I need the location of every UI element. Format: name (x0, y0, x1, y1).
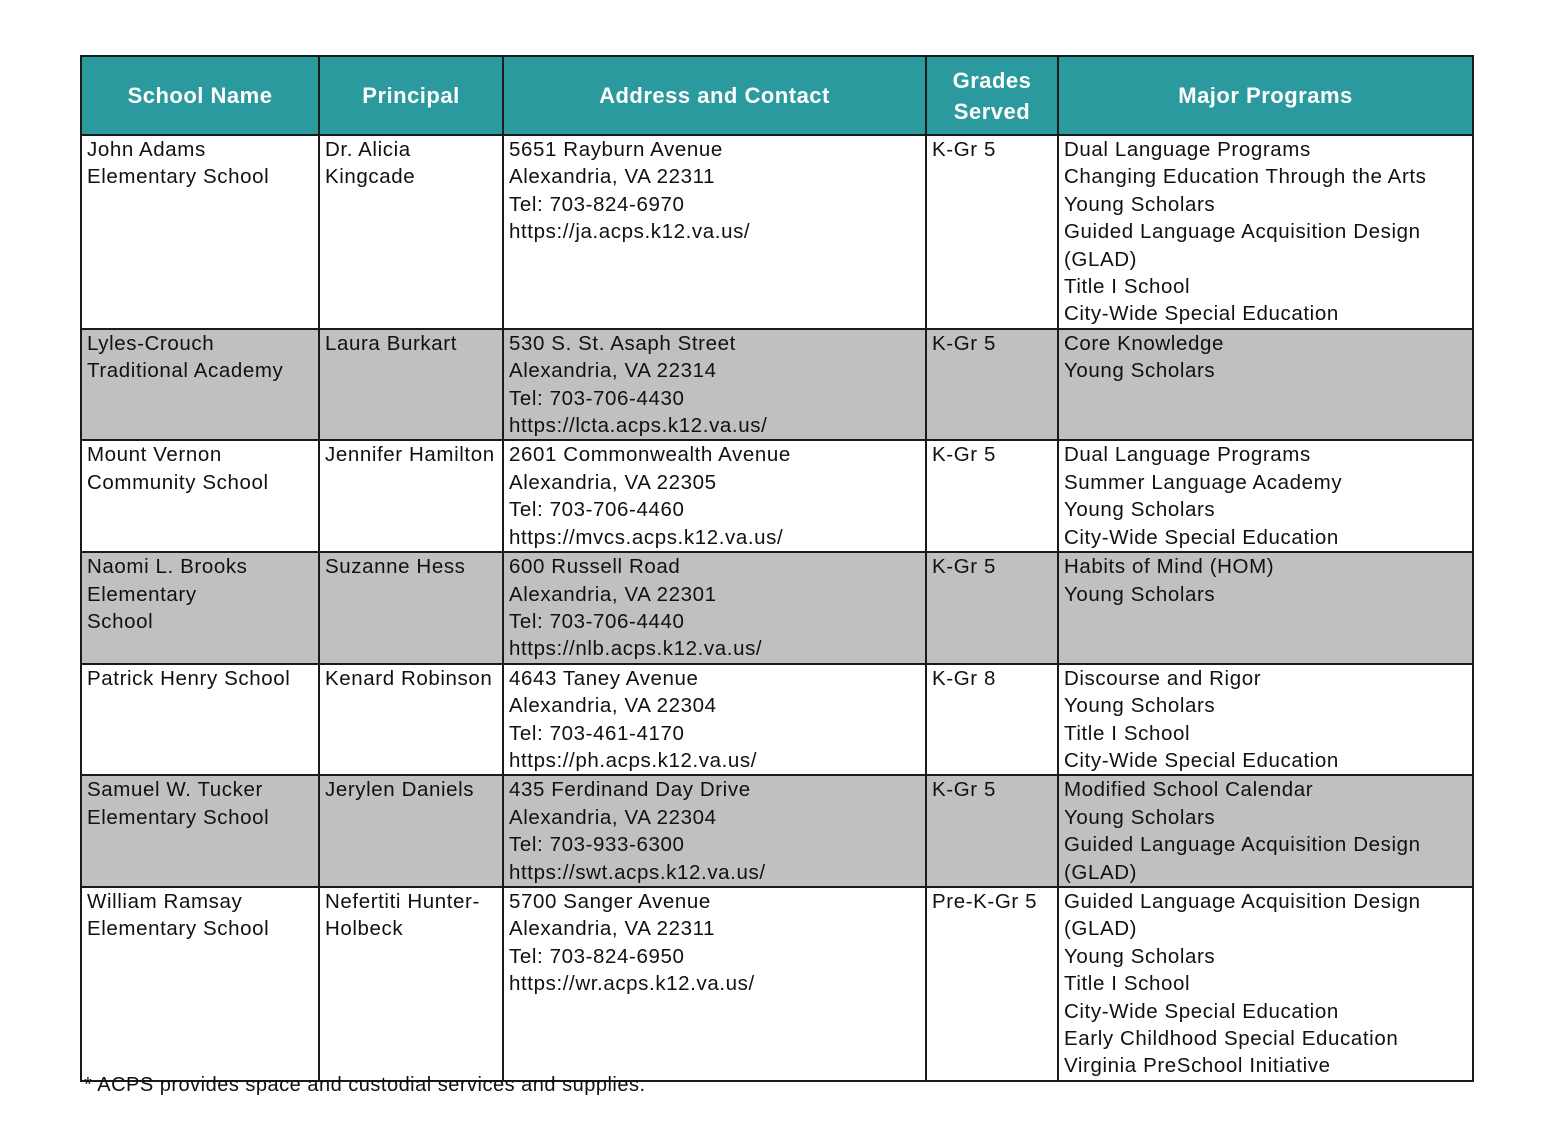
address-contact-cell (503, 135, 926, 329)
table-row (81, 887, 1473, 1081)
school-name-line: Elementary School (87, 165, 270, 189)
grades-served-cell (926, 664, 1058, 776)
header-grades-served (926, 56, 1058, 135)
major-programs-line: Young Scholars (1064, 582, 1216, 606)
major-programs-cell (1058, 440, 1473, 552)
school-name-line: Patrick Henry School (87, 666, 291, 690)
address-contact-line: https://nlb.acps.k12.va.us/ (509, 637, 763, 661)
principal-cell (319, 664, 503, 776)
address-contact-line: Alexandria, VA 22304 (509, 694, 717, 718)
major-programs-line: Virginia PreSchool Initiative (1064, 1054, 1331, 1078)
schools-table (80, 55, 1474, 1082)
major-programs-line: Young Scholars (1064, 805, 1216, 829)
major-programs-line: Young Scholars (1064, 498, 1216, 522)
principal-cell (319, 440, 503, 552)
principal-line: Holbeck (325, 917, 404, 941)
principal-cell (319, 552, 503, 664)
school-name-line: Elementary School (87, 917, 270, 941)
address-contact-line: Tel: 703-824-6970 (509, 192, 685, 216)
grades-served-value: K-Gr 8 (932, 666, 996, 690)
address-contact-line: Tel: 703-933-6300 (509, 833, 685, 857)
major-programs-line: Modified School Calendar (1064, 778, 1314, 802)
address-contact-line: 2601 Commonwealth Avenue (509, 443, 791, 467)
major-programs-cell (1058, 775, 1473, 887)
principal-line: Dr. Alicia (325, 138, 411, 161)
address-contact-line: 435 Ferdinand Day Drive (509, 778, 751, 802)
header-school-name: School Name (81, 56, 319, 135)
table-row (81, 775, 1473, 887)
principal-line: Suzanne Hess (325, 555, 466, 579)
address-contact-line: 600 Russell Road (509, 555, 681, 579)
major-programs-line: Young Scholars (1064, 192, 1216, 216)
major-programs-cell (1058, 135, 1473, 329)
school-name-line: Traditional Academy (87, 359, 284, 383)
address-contact-line: https://lcta.acps.k12.va.us/ (509, 414, 768, 438)
major-programs-line: Guided Language Acquisition Design (1064, 220, 1421, 244)
school-name-line: Elementary (87, 582, 197, 606)
school-name-line: School (87, 609, 154, 633)
address-contact-cell (503, 329, 926, 441)
major-programs-line: Young Scholars (1064, 359, 1216, 383)
principal-line: Nefertiti Hunter- (325, 889, 480, 913)
major-programs-line: City-Wide Special Education (1064, 999, 1339, 1023)
header-address-contact: Address and Contact (503, 56, 926, 135)
major-programs-line: Title I School (1064, 275, 1191, 299)
major-programs-line: Changing Education Through the Arts (1064, 165, 1427, 189)
school-name-line: Naomi L. Brooks (87, 555, 248, 579)
address-contact-line: Tel: 703-461-4170 (509, 721, 685, 745)
address-contact-line: Tel: 703-706-4440 (509, 609, 685, 633)
school-name-line: William Ramsay (87, 889, 243, 913)
major-programs-line: Discourse and Rigor (1064, 666, 1262, 690)
major-programs-line: Title I School (1064, 721, 1191, 745)
address-contact-line: Alexandria, VA 22305 (509, 470, 717, 494)
table-header-row (81, 56, 1473, 135)
schools-table-wrapper (80, 55, 1472, 1082)
address-contact-cell (503, 775, 926, 887)
address-contact-line: https://mvcs.acps.k12.va.us/ (509, 525, 784, 549)
address-contact-cell (503, 552, 926, 664)
school-name-cell (81, 775, 319, 887)
principal-line: Jerylen Daniels (325, 778, 475, 802)
address-contact-line: https://ja.acps.k12.va.us/ (509, 220, 751, 244)
address-contact-line: 5651 Rayburn Avenue (509, 138, 723, 161)
grades-served-value: Pre-K-Gr 5 (932, 889, 1038, 913)
principal-line: Kingcade (325, 165, 416, 189)
table-row (81, 664, 1473, 776)
grades-served-cell (926, 440, 1058, 552)
address-contact-line: 5700 Sanger Avenue (509, 889, 711, 913)
major-programs-cell (1058, 664, 1473, 776)
address-contact-line: Tel: 703-706-4430 (509, 386, 685, 410)
major-programs-line: Guided Language Acquisition Design (1064, 833, 1421, 857)
grades-served-value: K-Gr 5 (932, 778, 996, 802)
address-contact-line: Tel: 703-706-4460 (509, 498, 685, 522)
address-contact-line: Alexandria, VA 22311 (509, 917, 716, 941)
address-contact-cell (503, 664, 926, 776)
table-row (81, 552, 1473, 664)
header-grades-served-label: Grades Served (952, 67, 1032, 124)
address-contact-line: 4643 Taney Avenue (509, 666, 699, 690)
table-row (81, 329, 1473, 441)
table-row (81, 135, 1473, 329)
school-name-line: John Adams (87, 138, 206, 161)
principal-cell (319, 775, 503, 887)
grades-served-cell (926, 329, 1058, 441)
school-name-line: Elementary School (87, 805, 270, 829)
major-programs-line: Core Knowledge (1064, 331, 1224, 355)
principal-cell (319, 135, 503, 329)
major-programs-line: Dual Language Programs (1064, 443, 1311, 467)
principal-line: Laura Burkart (325, 331, 458, 355)
address-contact-line: Tel: 703-824-6950 (509, 944, 685, 968)
address-contact-line: 530 S. St. Asaph Street (509, 331, 736, 355)
major-programs-line: Summer Language Academy (1064, 470, 1343, 494)
principal-line: Kenard Robinson (325, 666, 493, 690)
school-name-line: Samuel W. Tucker (87, 778, 263, 802)
grades-served-value: K-Gr 5 (932, 555, 996, 579)
school-name-cell (81, 664, 319, 776)
header-principal: Principal (319, 56, 503, 135)
major-programs-line: Dual Language Programs (1064, 138, 1311, 161)
major-programs-cell (1058, 329, 1473, 441)
address-contact-line: Alexandria, VA 22311 (509, 165, 716, 189)
school-name-cell (81, 887, 319, 1081)
major-programs-line: Young Scholars (1064, 694, 1216, 718)
address-contact-cell (503, 440, 926, 552)
grades-served-cell (926, 135, 1058, 329)
major-programs-cell (1058, 552, 1473, 664)
major-programs-line: Title I School (1064, 972, 1191, 996)
major-programs-line: Guided Language Acquisition Design (1064, 889, 1421, 913)
major-programs-line: City-Wide Special Education (1064, 525, 1339, 549)
grades-served-value: K-Gr 5 (932, 443, 996, 467)
grades-served-cell (926, 887, 1058, 1081)
address-contact-line: Alexandria, VA 22314 (509, 359, 717, 383)
major-programs-line: City-Wide Special Education (1064, 748, 1339, 772)
school-name-line: Community School (87, 470, 269, 494)
major-programs-cell (1058, 887, 1473, 1081)
major-programs-line: (GLAD) (1064, 917, 1138, 941)
school-name-cell (81, 552, 319, 664)
header-major-programs: Major Programs (1058, 56, 1473, 135)
grades-served-cell (926, 552, 1058, 664)
grades-served-value: K-Gr 5 (932, 331, 996, 355)
major-programs-line: (GLAD) (1064, 860, 1138, 884)
major-programs-line: Young Scholars (1064, 944, 1216, 968)
grades-served-value: K-Gr 5 (932, 138, 996, 161)
major-programs-line: (GLAD) (1064, 247, 1138, 271)
address-contact-line: https://swt.acps.k12.va.us/ (509, 860, 766, 884)
principal-line: Jennifer Hamilton (325, 443, 495, 467)
address-contact-cell (503, 887, 926, 1081)
footnote: * ACPS provides space and custodial services and supplies. (84, 1074, 646, 1096)
table-body (81, 135, 1473, 1081)
school-name-cell (81, 440, 319, 552)
table-row (81, 440, 1473, 552)
principal-cell (319, 887, 503, 1081)
principal-cell (319, 329, 503, 441)
address-contact-line: https://ph.acps.k12.va.us/ (509, 748, 758, 772)
school-name-line: Lyles-Crouch (87, 331, 215, 355)
school-name-cell (81, 329, 319, 441)
address-contact-line: https://wr.acps.k12.va.us/ (509, 972, 755, 996)
school-name-cell (81, 135, 319, 329)
address-contact-line: Alexandria, VA 22304 (509, 805, 717, 829)
major-programs-line: Early Childhood Special Education (1064, 1027, 1399, 1050)
major-programs-line: City-Wide Special Education (1064, 302, 1339, 326)
major-programs-line: Habits of Mind (HOM) (1064, 555, 1275, 579)
school-name-line: Mount Vernon (87, 443, 222, 467)
address-contact-line: Alexandria, VA 22301 (509, 582, 717, 606)
grades-served-cell (926, 775, 1058, 887)
